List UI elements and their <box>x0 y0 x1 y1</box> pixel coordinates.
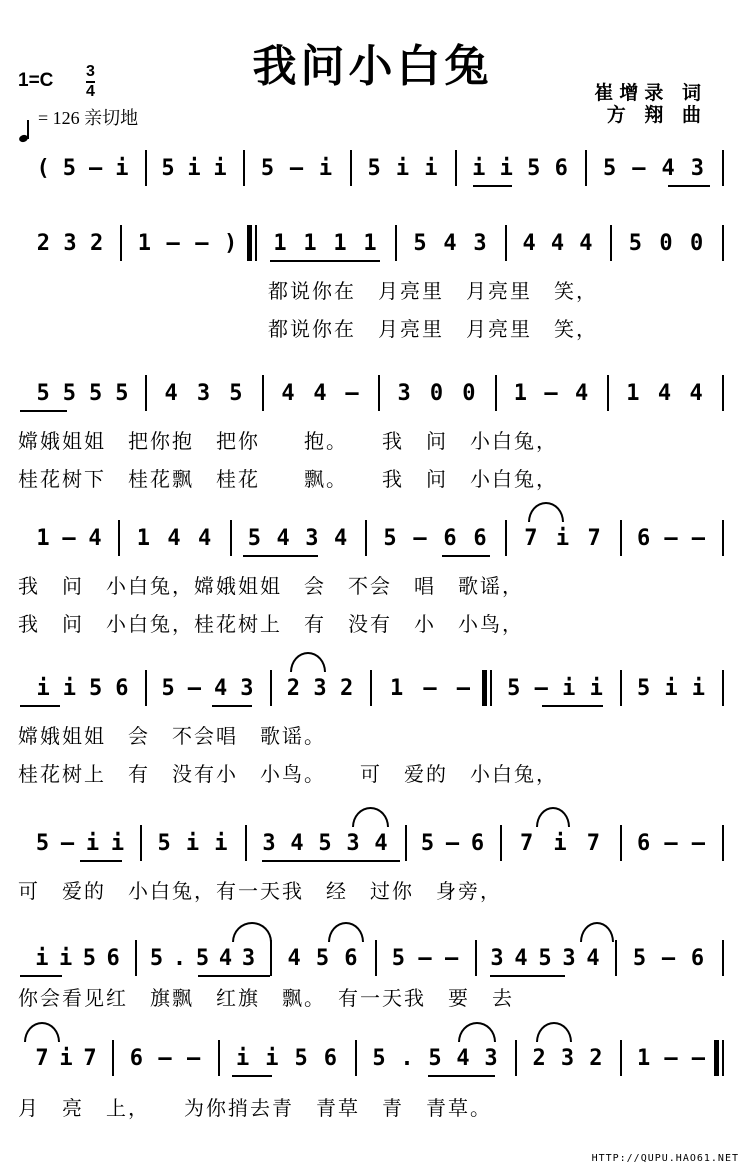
barline <box>135 940 137 976</box>
note: 3 <box>473 231 487 256</box>
note: – <box>445 831 460 856</box>
barline <box>585 150 587 186</box>
note: 2 <box>340 676 354 701</box>
note: i <box>395 156 410 181</box>
note: 5 <box>383 526 397 551</box>
barline <box>490 670 492 706</box>
barline <box>262 375 264 411</box>
note: 2 <box>36 231 50 256</box>
note: 2 <box>90 231 104 256</box>
barline <box>620 825 622 861</box>
note: – <box>691 526 705 551</box>
barline <box>620 670 622 706</box>
beam-underline <box>442 555 490 557</box>
note: 1 <box>390 676 404 701</box>
beam-underline <box>345 860 400 862</box>
beam-underline <box>542 705 603 707</box>
note: i <box>59 1046 73 1071</box>
note: – <box>418 946 432 971</box>
note: 7 <box>83 1046 97 1071</box>
note: 4 <box>313 381 327 406</box>
tempo-text: = 126 亲切地 <box>38 108 139 128</box>
note: 5 <box>538 946 552 971</box>
barline <box>505 520 507 556</box>
note: 2 <box>589 1046 603 1071</box>
note: – <box>187 676 201 701</box>
jianpu-notes <box>0 825 745 865</box>
note: 5 <box>428 1046 442 1071</box>
note: 4 <box>586 946 600 971</box>
note: 5 <box>35 831 50 856</box>
lyric-line: 可 爱的 小白兔，有一天我 经 过你 身旁， <box>18 879 502 903</box>
barline <box>140 825 142 861</box>
barline <box>145 375 147 411</box>
note: – <box>691 1046 705 1071</box>
jianpu-notes <box>0 225 745 265</box>
note: 6 <box>690 946 705 971</box>
jianpu-notes <box>0 1040 745 1080</box>
note: – <box>664 1046 678 1071</box>
note: 1 <box>637 1046 651 1071</box>
song-title: 我问小白兔 <box>252 41 493 92</box>
note: 5 <box>161 676 175 701</box>
note: – <box>413 526 427 551</box>
barline <box>405 825 407 861</box>
note: i <box>236 1046 250 1071</box>
barline <box>218 1040 220 1076</box>
barline <box>245 825 247 861</box>
barline <box>722 225 724 261</box>
note: 1 <box>626 381 640 406</box>
note: i <box>62 676 76 701</box>
note: 3 <box>346 831 360 856</box>
note: 5 <box>229 381 243 406</box>
beam-underline <box>20 705 60 707</box>
note: i <box>59 946 73 971</box>
barline <box>145 150 147 186</box>
note: i <box>187 156 201 181</box>
note: 3 <box>196 381 211 406</box>
lyric-line: 都说你在 月亮里 月亮里 笑， <box>268 317 598 341</box>
barline <box>607 375 609 411</box>
note: 6 <box>637 831 651 856</box>
note: 5 <box>157 831 171 856</box>
note: 5 <box>391 946 405 971</box>
slur-arc <box>580 922 614 942</box>
beam-underline <box>212 705 252 707</box>
lyric-line: 月 亮 上， 为你捎去青 青草 青 青草。 <box>18 1096 492 1120</box>
note: 5 <box>161 156 175 181</box>
barline <box>475 940 477 976</box>
note: 4 <box>214 676 228 701</box>
note: i <box>265 1046 279 1071</box>
note: 6 <box>115 676 129 701</box>
barline-double <box>482 670 487 706</box>
note: 4 <box>374 831 388 856</box>
note: 5 <box>115 381 129 406</box>
note: 5 <box>62 381 76 406</box>
slur-arc <box>536 1022 572 1042</box>
slur-arc <box>24 1022 60 1042</box>
jianpu-notes <box>0 670 745 710</box>
note: 7 <box>524 526 538 551</box>
barline <box>495 375 497 411</box>
slur-arc <box>528 502 564 522</box>
note: i <box>318 156 333 181</box>
jianpu-notes <box>0 940 745 980</box>
note: – <box>187 1046 201 1071</box>
note: – <box>89 156 103 181</box>
note: – <box>445 946 459 971</box>
barline <box>615 940 617 976</box>
lyric-line: 嫦娥姐姐 把你抱 把你 抱。 我 问 小白兔， <box>18 429 558 453</box>
slur-arc <box>536 807 570 827</box>
note: i <box>553 831 567 856</box>
note: 1 <box>333 231 347 256</box>
note: 0 <box>690 231 704 256</box>
note: 3 <box>397 381 411 406</box>
lyric-line: 都说你在 月亮里 月亮里 笑， <box>268 279 598 303</box>
note: . <box>400 1046 414 1071</box>
note: 6 <box>470 831 485 856</box>
note: 1 <box>363 231 377 256</box>
beam-underline <box>668 185 710 187</box>
note: 5 <box>603 156 617 181</box>
note: 5 <box>367 156 381 181</box>
barline <box>118 520 120 556</box>
key-signature: 1=C <box>18 70 54 91</box>
barline <box>722 520 724 556</box>
lyricist-credit: 崔增录 词 <box>594 82 707 104</box>
note: 4 <box>661 156 675 181</box>
slur-arc <box>458 1022 496 1042</box>
note: 3 <box>241 946 256 971</box>
note: 4 <box>167 526 181 551</box>
lyric-line: 嫦娥姐姐 会 不会唱 歌谣。 <box>18 724 326 748</box>
note: i <box>589 676 603 701</box>
note: 0 <box>659 231 673 256</box>
slur-arc <box>328 922 364 942</box>
note: 3 <box>562 946 576 971</box>
barline <box>722 375 724 411</box>
barline <box>722 940 724 976</box>
note: 4 <box>689 381 703 406</box>
note: i <box>85 831 100 856</box>
note: 4 <box>657 381 672 406</box>
note: ) <box>224 231 238 256</box>
barline-double <box>714 1040 719 1076</box>
lyric-line: 桂花树下 桂花飘 桂花 飘。 我 问 小白兔， <box>18 467 558 491</box>
barline <box>722 1040 724 1076</box>
note: – <box>456 676 470 701</box>
barline <box>230 520 232 556</box>
barline <box>355 1040 357 1076</box>
site-watermark: HTTP://QUPU.HAO61.NET <box>591 1153 739 1164</box>
note: 4 <box>522 231 536 256</box>
note: i <box>664 676 678 701</box>
barline-double <box>247 225 252 261</box>
note: i <box>36 676 50 701</box>
note: 5 <box>637 676 651 701</box>
beam-underline <box>20 410 67 412</box>
note: i <box>213 156 227 181</box>
note: 7 <box>35 1046 49 1071</box>
note: 3 <box>305 526 319 551</box>
barline <box>120 225 122 261</box>
note: – <box>544 381 558 406</box>
note: 4 <box>276 526 290 551</box>
note: i <box>214 831 228 856</box>
barline <box>350 150 352 186</box>
note: 5 <box>527 156 541 181</box>
note: 2 <box>532 1046 546 1071</box>
note: 5 <box>628 231 642 256</box>
barline <box>722 825 724 861</box>
note: 4 <box>281 381 295 406</box>
beam-underline <box>270 260 380 262</box>
note: 5 <box>294 1046 308 1071</box>
note: 7 <box>586 831 600 856</box>
time-signature <box>86 64 95 100</box>
note: i <box>115 156 129 181</box>
note: 5 <box>89 381 103 406</box>
note: 1 <box>36 526 50 551</box>
note: ( <box>36 156 50 181</box>
note: – <box>664 831 678 856</box>
note: i <box>472 156 486 181</box>
note: 4 <box>290 831 304 856</box>
beam-underline <box>490 975 565 977</box>
note: 5 <box>149 946 164 971</box>
slur-arc <box>352 807 389 827</box>
note: i <box>110 831 125 856</box>
note: i <box>691 676 705 701</box>
note: – <box>166 231 180 256</box>
note: 6 <box>637 526 651 551</box>
tempo-marking <box>18 104 138 130</box>
note: 5 <box>195 946 210 971</box>
note: 5 <box>82 946 96 971</box>
note: 4 <box>287 946 301 971</box>
note: – <box>664 526 678 551</box>
slur-arc <box>290 652 326 672</box>
beam-underline <box>80 860 122 862</box>
barline <box>365 520 367 556</box>
jianpu-notes <box>0 520 745 560</box>
note: 0 <box>462 381 476 406</box>
note: 1 <box>137 231 151 256</box>
note: 1 <box>513 381 527 406</box>
note: . <box>172 946 187 971</box>
note: 6 <box>323 1046 337 1071</box>
note: 5 <box>632 946 647 971</box>
barline <box>620 520 622 556</box>
barline <box>505 225 507 261</box>
note: 0 <box>429 381 444 406</box>
lyric-line: 我 问 小白兔，桂花树上 有 没有 小 小鸟， <box>18 612 524 636</box>
slur-arc <box>232 922 272 942</box>
beam-underline <box>243 555 318 557</box>
note: 2 <box>286 676 300 701</box>
beam-underline <box>428 1075 495 1077</box>
note: – <box>289 156 304 181</box>
barline <box>370 670 372 706</box>
note: 4 <box>334 526 348 551</box>
note: 4 <box>579 231 593 256</box>
beam-underline <box>262 860 350 862</box>
note: 5 <box>247 526 261 551</box>
barline <box>270 670 272 706</box>
note: 4 <box>198 526 212 551</box>
beam-underline <box>232 1075 272 1077</box>
barline <box>395 225 397 261</box>
note: 7 <box>587 526 601 551</box>
meter-top: 3 <box>86 63 95 80</box>
note: 4 <box>164 381 178 406</box>
note: 6 <box>106 946 120 971</box>
note: 5 <box>260 156 275 181</box>
beam-underline <box>198 975 270 977</box>
lyric-line: 我 问 小白兔，嫦娥姐姐 会 不会 唱 歌谣， <box>18 574 524 598</box>
beam-underline <box>473 185 512 187</box>
note: i <box>424 156 438 181</box>
note: 6 <box>443 526 457 551</box>
note: 4 <box>514 946 528 971</box>
barline <box>270 940 272 976</box>
note: – <box>158 1046 172 1071</box>
beam-underline <box>20 975 62 977</box>
note: 3 <box>484 1046 498 1071</box>
note: – <box>661 946 676 971</box>
barline <box>722 150 724 186</box>
note: 5 <box>372 1046 386 1071</box>
note: 1 <box>273 231 287 256</box>
note: – <box>534 676 548 701</box>
note: – <box>345 381 359 406</box>
note: 4 <box>575 381 589 406</box>
lyric-line: 你会看见红 旗飘 红旗 飘。 有一天我 要 去 <box>18 986 514 1010</box>
note: 3 <box>63 231 77 256</box>
lyric-line: 桂花树上 有 没有小 小鸟。 可 爱的 小白兔， <box>18 762 558 786</box>
note: 5 <box>62 156 76 181</box>
note: 3 <box>240 676 254 701</box>
note: 4 <box>443 231 457 256</box>
jianpu-notes <box>0 150 745 190</box>
barline <box>378 375 380 411</box>
note: 5 <box>315 946 330 971</box>
note: 6 <box>344 946 358 971</box>
barline <box>722 670 724 706</box>
note: 3 <box>313 676 327 701</box>
barline <box>500 825 502 861</box>
note: 5 <box>420 831 435 856</box>
meter-bottom: 4 <box>86 83 95 100</box>
note: – <box>423 676 437 701</box>
barline <box>145 670 147 706</box>
note: 3 <box>262 831 276 856</box>
note: i <box>185 831 200 856</box>
note: i <box>499 156 513 181</box>
jianpu-notes <box>0 375 745 415</box>
barline <box>255 225 257 261</box>
composer-credit: 方 翔 曲 <box>606 104 707 126</box>
note: 3 <box>690 156 704 181</box>
note: – <box>195 231 209 256</box>
note: – <box>632 156 646 181</box>
note: 6 <box>129 1046 143 1071</box>
note: 5 <box>36 381 50 406</box>
note: 3 <box>560 1046 575 1071</box>
note: i <box>35 946 49 971</box>
barline <box>112 1040 114 1076</box>
note: 4 <box>88 526 102 551</box>
note: – <box>60 831 75 856</box>
barline <box>620 1040 622 1076</box>
barline <box>243 150 245 186</box>
note: 5 <box>318 831 332 856</box>
note: i <box>562 676 576 701</box>
note: 3 <box>490 946 504 971</box>
barline <box>455 150 457 186</box>
barline <box>515 1040 517 1076</box>
note: 5 <box>507 676 521 701</box>
barline <box>375 940 377 976</box>
note: 4 <box>550 231 565 256</box>
note: 7 <box>520 831 534 856</box>
note: 4 <box>456 1046 470 1071</box>
note: 6 <box>554 156 568 181</box>
note: 5 <box>413 231 427 256</box>
barline <box>610 225 612 261</box>
note: – <box>62 526 76 551</box>
note: 6 <box>473 526 487 551</box>
note: 1 <box>136 526 150 551</box>
note: i <box>555 526 570 551</box>
note: 5 <box>89 676 103 701</box>
note: – <box>691 831 705 856</box>
note: 1 <box>303 231 317 256</box>
note: 4 <box>218 946 233 971</box>
